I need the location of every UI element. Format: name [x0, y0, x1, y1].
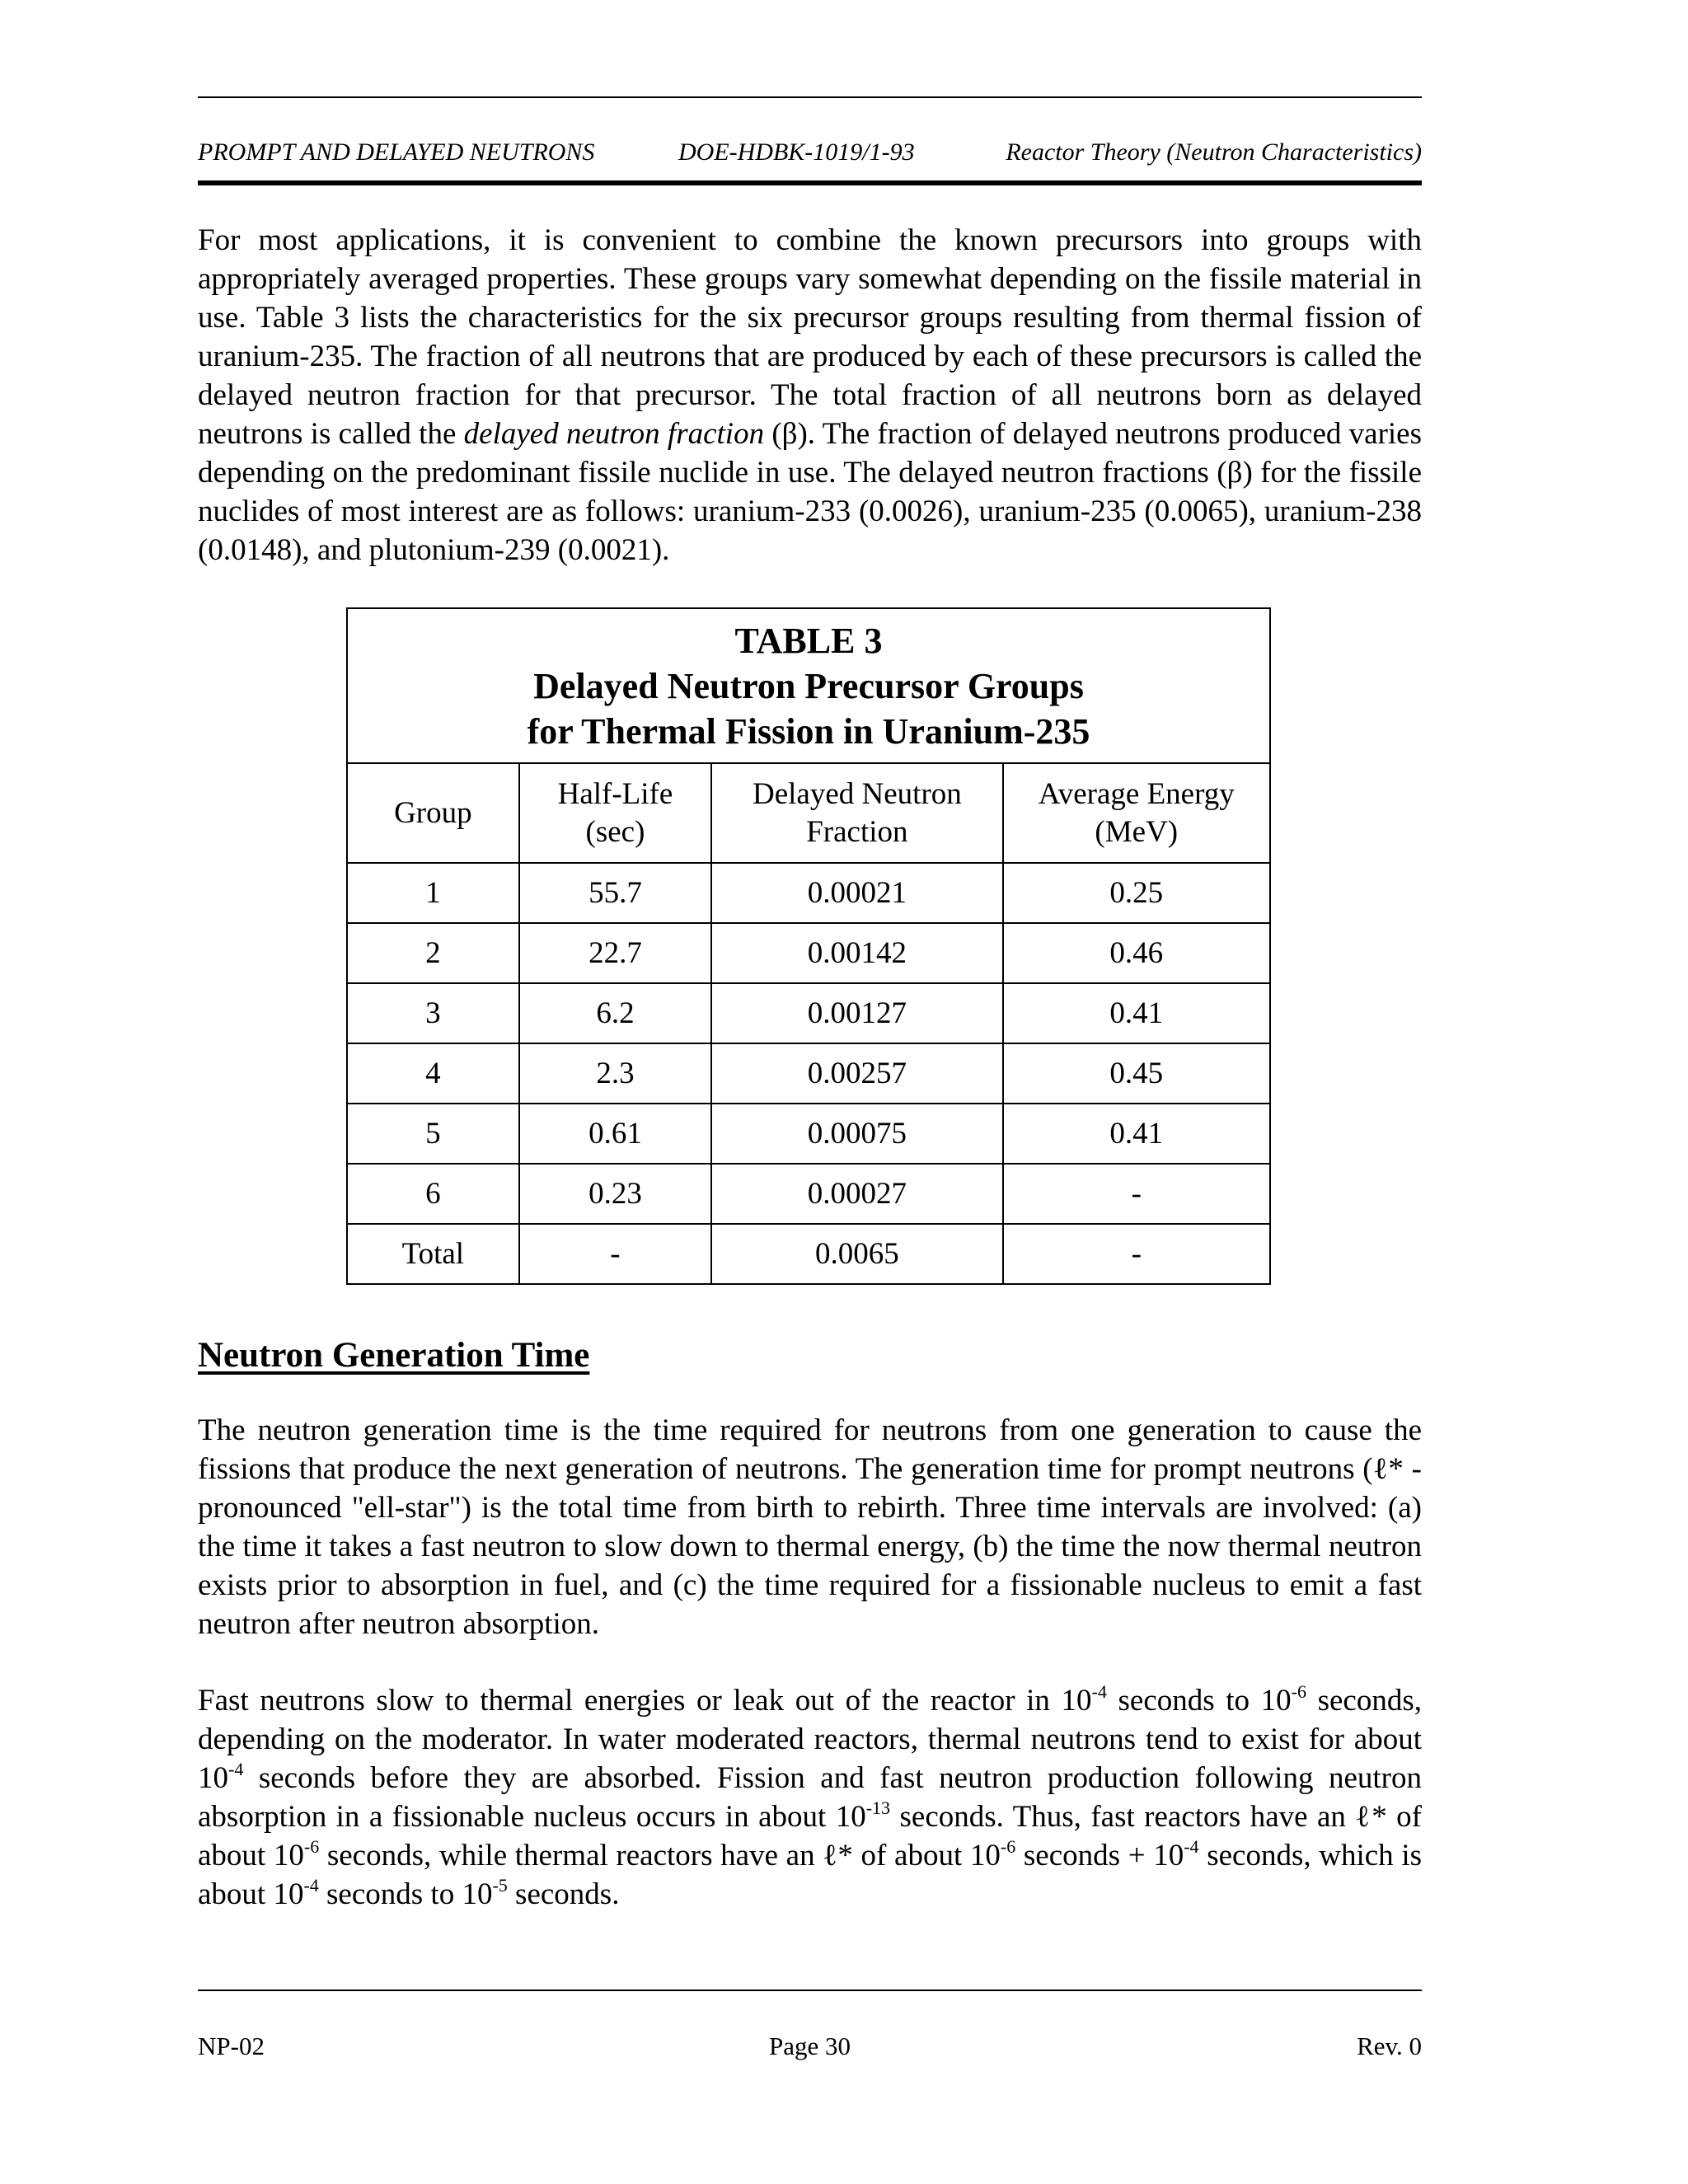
cell-energy: 0.45: [1003, 1043, 1270, 1104]
timing-text: seconds, which is about 10: [198, 1839, 1423, 1911]
cell-half-life: 2.3: [519, 1043, 712, 1104]
cell-fraction: 0.00127: [711, 983, 1002, 1043]
header-group: [347, 763, 519, 863]
table-row: [347, 1043, 1270, 1104]
exponent: -4: [1091, 1680, 1107, 1702]
table-row: [347, 983, 1270, 1043]
exponent: -6: [1291, 1680, 1306, 1702]
cell-fraction: 0.00027: [711, 1164, 1002, 1224]
cell-half-life: -: [519, 1224, 712, 1284]
cell-energy: 0.25: [1003, 863, 1270, 923]
header-right: Reactor Theory (Neutron Characteristics): [1006, 138, 1422, 166]
intro-text-2: (β). The fraction of delayed neutrons produced varies depending on the predominant fissile nuclide in use. The delayed neutron fractions (β) for the fissile nuclides of most interest are as follows: uranium-233 (0.0026), uranium-235 (0.0065), uranium-238 (0.0148), and plutonium-239 (0.0021).: [198, 417, 1422, 567]
top-rule: [198, 96, 1422, 98]
header-half-life-line1: Half-Life: [557, 776, 673, 811]
header-half-life-line2: (sec): [585, 814, 645, 849]
generation-time-paragraph: The neutron generation time is the time required for neutrons from one generation to cause the fissions that produce the next generation of neutrons. The generation time for prompt neutrons (ℓ* - pronounced "ell-star") is the total time from birth to rebirth. Three time intervals are involved: (a) the time it takes a fast neutron to slow down to thermal energy, (b) the time the now thermal neutron exists prior to absorption in fuel, and (c) the time required for a fissionable nucleus to emit a fast neutron after neutron absorption.: [198, 1413, 1422, 1641]
cell-energy: 0.41: [1003, 983, 1270, 1043]
header-fraction: [711, 763, 1002, 863]
precursor-table: [346, 607, 1271, 1285]
table-title-line-1: TABLE 3: [734, 620, 883, 661]
table-title-line-3: for Thermal Fission in Uranium-235: [527, 710, 1090, 752]
exponent: -4: [303, 1874, 319, 1896]
header-energy-line2: (MeV): [1095, 814, 1179, 849]
table-header-row: [347, 763, 1270, 863]
cell-fraction: 0.00257: [711, 1043, 1002, 1104]
cell-half-life: 0.23: [519, 1164, 712, 1224]
cell-energy: -: [1003, 1164, 1270, 1224]
timing-text: seconds, while thermal reactors have an ℓ* of about 10: [319, 1839, 1001, 1872]
timing-paragraph: [198, 1681, 1422, 1914]
cell-group: 2: [347, 923, 519, 983]
document-page: [198, 0, 1422, 2184]
footer-rule: [198, 1990, 1422, 1991]
table-row: [347, 923, 1270, 983]
table-row: [347, 1164, 1270, 1224]
header-rule: [198, 180, 1422, 185]
table-total-row: [347, 1224, 1270, 1284]
header-group-label: Group: [394, 795, 472, 830]
cell-energy: 0.41: [1003, 1104, 1270, 1164]
cell-group: Total: [347, 1224, 519, 1284]
header-left: PROMPT AND DELAYED NEUTRONS: [198, 138, 595, 166]
timing-text: seconds before they are absorbed. Fission and fast neutron production following neutron absorption in a fissionable nucleus occurs in about 10: [198, 1761, 1422, 1834]
cell-fraction: 0.0065: [711, 1224, 1002, 1284]
cell-half-life: 55.7: [519, 863, 712, 923]
cell-energy: -: [1003, 1224, 1270, 1284]
exponent: -5: [492, 1874, 508, 1896]
table-title-line-2: Delayed Neutron Precursor Groups: [533, 665, 1084, 706]
intro-paragraph: [198, 221, 1422, 569]
cell-group: 6: [347, 1164, 519, 1224]
timing-text: seconds to 10: [318, 1877, 493, 1911]
timing-text: seconds + 10: [1015, 1839, 1184, 1872]
header-fraction-line2: Fraction: [806, 814, 908, 849]
timing-text: seconds.: [507, 1877, 620, 1911]
cell-half-life: 0.61: [519, 1104, 712, 1164]
cell-fraction: 0.00075: [711, 1104, 1002, 1164]
exponent: -4: [228, 1758, 244, 1779]
header-half-life: [519, 763, 712, 863]
intro-italic-term: delayed neutron fraction: [463, 417, 765, 451]
cell-group: 4: [347, 1043, 519, 1104]
cell-fraction: 0.00142: [711, 923, 1002, 983]
timing-text: Fast neutrons slow to thermal energies or leak out of the reactor in 10: [198, 1684, 1092, 1718]
header-center: DOE-HDBK-1019/1-93: [678, 138, 915, 166]
exponent: -13: [865, 1797, 891, 1818]
footer-left: NP-02: [198, 2032, 265, 2060]
cell-group: 5: [347, 1104, 519, 1164]
cell-energy: 0.46: [1003, 923, 1270, 983]
intro-text-1: For most applications, it is convenient to combine the known precursors into groups with appropriately averaged properties. These groups vary somewhat depending on the fissile material in use. Table 3 lists the characteristics for the six precursor groups resulting from thermal fission of uranium-235. The fraction of all neutrons that are produced by each of these precursors is called the delayed neutron fraction for that precursor. The total fraction of all neutrons born as delayed neutrons is called the: [198, 223, 1422, 451]
timing-text: seconds to 10: [1106, 1684, 1292, 1718]
page-footer: [198, 2032, 1422, 2066]
cell-half-life: 6.2: [519, 983, 712, 1043]
timing-text: seconds, depending on the moderator. In water moderated reactors, thermal neutrons tend to exist for about 10: [198, 1684, 1422, 1795]
footer-right: Rev. 0: [1357, 2032, 1422, 2060]
running-header: [198, 138, 1422, 173]
cell-half-life: 22.7: [519, 923, 712, 983]
header-energy-line1: Average Energy: [1038, 776, 1235, 811]
exponent: -6: [303, 1835, 320, 1857]
header-energy: [1003, 763, 1270, 863]
cell-fraction: 0.00021: [711, 863, 1002, 923]
page-number: Page 30: [768, 2032, 851, 2060]
cell-group: 3: [347, 983, 519, 1043]
section-heading: Neutron Generation Time: [198, 1336, 590, 1375]
table-row: [347, 863, 1270, 923]
cell-group: 1: [347, 863, 519, 923]
exponent: -4: [1184, 1835, 1199, 1857]
table-title: [347, 608, 1270, 763]
timing-text: seconds. Thus, fast reactors have an ℓ* of about 10: [198, 1800, 1422, 1872]
exponent: -6: [1000, 1835, 1016, 1857]
table-row: [347, 1104, 1270, 1164]
header-fraction-line1: Delayed Neutron: [753, 776, 962, 811]
